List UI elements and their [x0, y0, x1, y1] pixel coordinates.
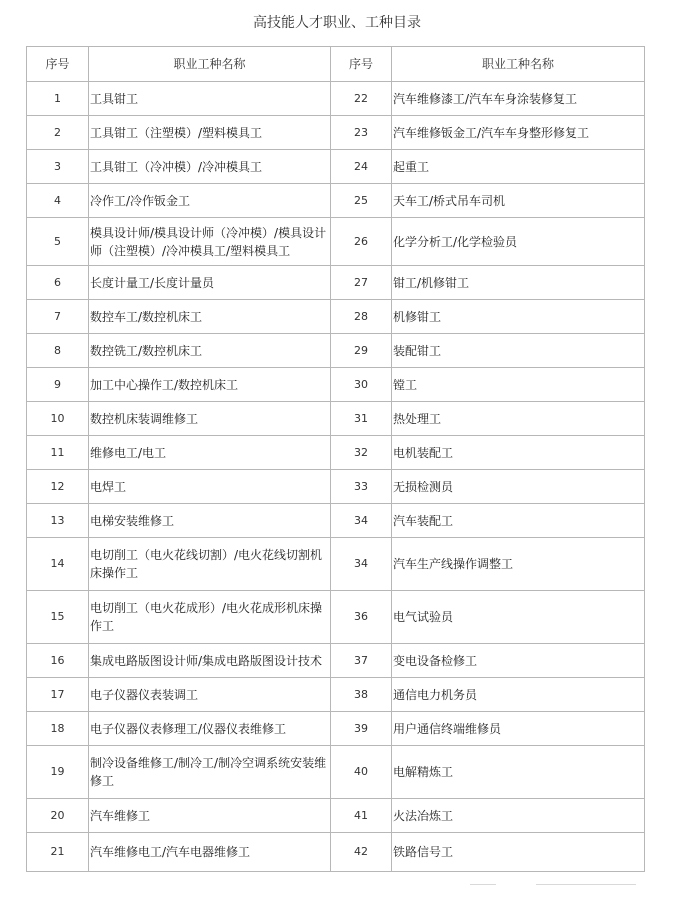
occupation-name-right: 电解精炼工 [392, 746, 645, 799]
table-row [27, 368, 645, 402]
occupation-name-right: 热处理工 [392, 402, 645, 436]
occupation-name-left: 工具钳工（注塑模）/塑料模具工 [89, 116, 331, 150]
row-number-left: 21 [27, 833, 89, 872]
occupation-name-left: 模具设计师/模具设计师（冷冲模）/模具设计师（注塑模）/冷冲模具工/塑料模具工 [89, 218, 331, 266]
row-number-left: 6 [27, 266, 89, 300]
occupation-name-left: 汽车维修工 [89, 799, 331, 833]
occupation-name-right: 汽车维修钣金工/汽车车身整形修复工 [392, 116, 645, 150]
occupation-name-right: 无损检测员 [392, 470, 645, 504]
occupation-name-left: 冷作工/冷作钣金工 [89, 184, 331, 218]
row-number-left: 14 [27, 538, 89, 591]
row-number-left: 8 [27, 334, 89, 368]
occupation-name-right: 铁路信号工 [392, 833, 645, 872]
bottom-edge-line-left [470, 884, 496, 885]
table-row [27, 300, 645, 334]
occupation-name-left: 数控车工/数控机床工 [89, 300, 331, 334]
table-header-row [27, 47, 645, 82]
occupation-name-right: 镗工 [392, 368, 645, 402]
table-row [27, 402, 645, 436]
occupation-name-right: 变电设备检修工 [392, 644, 645, 678]
occupation-name-left: 汽车维修电工/汽车电器维修工 [89, 833, 331, 872]
header-no-left: 序号 [27, 47, 89, 82]
row-number-right: 42 [331, 833, 392, 872]
row-number-left: 16 [27, 644, 89, 678]
occupation-name-right: 化学分析工/化学检验员 [392, 218, 645, 266]
occupation-name-left: 数控机床装调维修工 [89, 402, 331, 436]
occupation-name-left: 长度计量工/长度计量员 [89, 266, 331, 300]
occupation-name-left: 电梯安装维修工 [89, 504, 331, 538]
table-row [27, 150, 645, 184]
row-number-right: 26 [331, 218, 392, 266]
occupation-name-left: 数控铣工/数控机床工 [89, 334, 331, 368]
row-number-right: 24 [331, 150, 392, 184]
table-row [27, 678, 645, 712]
table-row [27, 799, 645, 833]
table-row [27, 470, 645, 504]
occupation-name-right: 汽车维修漆工/汽车车身涂装修复工 [392, 82, 645, 116]
bottom-edge-line-right [536, 884, 636, 885]
occupation-name-left: 加工中心操作工/数控机床工 [89, 368, 331, 402]
row-number-right: 41 [331, 799, 392, 833]
row-number-left: 3 [27, 150, 89, 184]
page-title: 高技能人才职业、工种目录 [253, 15, 421, 31]
row-number-left: 11 [27, 436, 89, 470]
row-number-left: 20 [27, 799, 89, 833]
occupation-name-left: 制冷设备维修工/制冷工/制冷空调系统安装维修工 [89, 746, 331, 799]
occupation-name-left: 工具钳工（冷冲模）/冷冲模具工 [89, 150, 331, 184]
row-number-right: 34 [331, 538, 392, 591]
occupation-name-right: 电气试验员 [392, 591, 645, 644]
occupation-name-right: 汽车生产线操作调整工 [392, 538, 645, 591]
table-row [27, 82, 645, 116]
row-number-right: 27 [331, 266, 392, 300]
row-number-right: 30 [331, 368, 392, 402]
row-number-right: 22 [331, 82, 392, 116]
row-number-left: 9 [27, 368, 89, 402]
occupation-name-left: 集成电路版图设计师/集成电路版图设计技术 [89, 644, 331, 678]
table-row [27, 712, 645, 746]
row-number-left: 1 [27, 82, 89, 116]
table-row [27, 184, 645, 218]
row-number-left: 2 [27, 116, 89, 150]
occupation-name-right: 钳工/机修钳工 [392, 266, 645, 300]
header-name-right: 职业工种名称 [392, 47, 645, 82]
table-row [27, 504, 645, 538]
occupation-name-right: 天车工/桥式吊车司机 [392, 184, 645, 218]
row-number-right: 33 [331, 470, 392, 504]
occupation-name-right: 起重工 [392, 150, 645, 184]
row-number-right: 34 [331, 504, 392, 538]
row-number-left: 10 [27, 402, 89, 436]
row-number-right: 38 [331, 678, 392, 712]
table-row [27, 218, 645, 266]
row-number-right: 23 [331, 116, 392, 150]
table-row [27, 746, 645, 799]
row-number-right: 28 [331, 300, 392, 334]
table-row [27, 644, 645, 678]
row-number-right: 37 [331, 644, 392, 678]
table-row [27, 266, 645, 300]
occupation-name-right: 机修钳工 [392, 300, 645, 334]
occupation-name-right: 通信电力机务员 [392, 678, 645, 712]
row-number-right: 29 [331, 334, 392, 368]
table-row [27, 334, 645, 368]
occupation-name-left: 电子仪器仪表装调工 [89, 678, 331, 712]
occupation-name-left: 电切削工（电火花线切割）/电火花线切割机床操作工 [89, 538, 331, 591]
occupation-name-left: 电切削工（电火花成形）/电火花成形机床操作工 [89, 591, 331, 644]
row-number-left: 18 [27, 712, 89, 746]
row-number-right: 36 [331, 591, 392, 644]
table-row [27, 538, 645, 591]
row-number-right: 39 [331, 712, 392, 746]
row-number-right: 32 [331, 436, 392, 470]
row-number-left: 19 [27, 746, 89, 799]
row-number-left: 5 [27, 218, 89, 266]
row-number-right: 25 [331, 184, 392, 218]
occupation-name-right: 汽车装配工 [392, 504, 645, 538]
row-number-right: 40 [331, 746, 392, 799]
row-number-left: 12 [27, 470, 89, 504]
occupation-name-right: 火法冶炼工 [392, 799, 645, 833]
row-number-left: 13 [27, 504, 89, 538]
header-name-left: 职业工种名称 [89, 47, 331, 82]
occupation-name-right: 装配钳工 [392, 334, 645, 368]
occupation-name-left: 电焊工 [89, 470, 331, 504]
row-number-left: 4 [27, 184, 89, 218]
occupation-name-left: 维修电工/电工 [89, 436, 331, 470]
table-row [27, 116, 645, 150]
table-row [27, 436, 645, 470]
header-no-right: 序号 [331, 47, 392, 82]
table-row [27, 591, 645, 644]
occupation-catalog-table [26, 46, 645, 872]
occupation-name-right: 用户通信终端维修员 [392, 712, 645, 746]
table-row [27, 833, 645, 872]
row-number-right: 31 [331, 402, 392, 436]
occupation-name-left: 电子仪器仪表修理工/仪器仪表维修工 [89, 712, 331, 746]
row-number-left: 7 [27, 300, 89, 334]
row-number-left: 15 [27, 591, 89, 644]
row-number-left: 17 [27, 678, 89, 712]
occupation-name-left: 工具钳工 [89, 82, 331, 116]
occupation-name-right: 电机装配工 [392, 436, 645, 470]
